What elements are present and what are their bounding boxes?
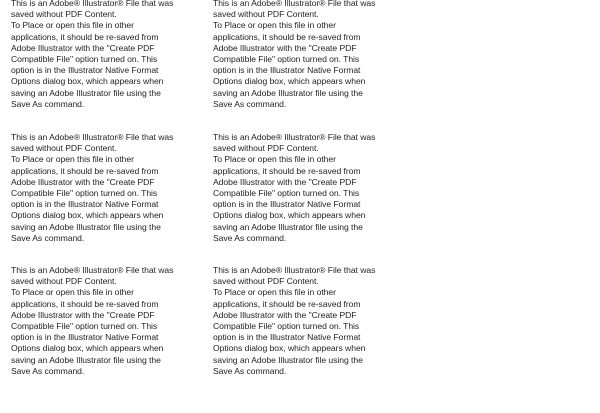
notice-block-r1-c2	[213, 0, 393, 110]
notice-heading: This is an Adobe® Illustrator® File that was saved without PDF Content.	[11, 265, 174, 287]
notice-block-r1-c1	[11, 0, 191, 110]
notice-block-r3-c1	[11, 265, 191, 377]
notice-block-r3-c2	[213, 265, 393, 377]
notice-body: To Place or open this file in other applications, it should be re-saved from Adobe Illustrator with the "Create PDF Compatible File" option turned on. This option is in the Illustrator Native Format Options dialog box, which appears when saving an Adobe Illustrator file using the Save As command.	[11, 287, 164, 376]
notice-heading: This is an Adobe® Illustrator® File that was saved without PDF Content.	[213, 0, 376, 20]
notice-body: To Place or open this file in other applications, it should be re-saved from Adobe Illustrator with the "Create PDF Compatible File" option turned on. This option is in the Illustrator Native Format Options dialog box, which appears when saving an Adobe Illustrator file using the Save As command.	[213, 287, 366, 376]
notice-block-r2-c1	[11, 132, 191, 244]
notice-body: To Place or open this file in other applications, it should be re-saved from Adobe Illustrator with the "Create PDF Compatible File" option turned on. This option is in the Illustrator Native Format Options dialog box, which appears when saving an Adobe Illustrator file using the Save As command.	[213, 20, 366, 109]
notice-heading: This is an Adobe® Illustrator® File that was saved without PDF Content.	[11, 132, 174, 154]
notice-body: To Place or open this file in other applications, it should be re-saved from Adobe Illustrator with the "Create PDF Compatible File" option turned on. This option is in the Illustrator Native Format Options dialog box, which appears when saving an Adobe Illustrator file using the Save As command.	[11, 20, 164, 109]
notice-block-r2-c2	[213, 132, 393, 244]
notice-heading: This is an Adobe® Illustrator® File that was saved without PDF Content.	[11, 0, 174, 20]
notice-body: To Place or open this file in other applications, it should be re-saved from Adobe Illustrator with the "Create PDF Compatible File" option turned on. This option is in the Illustrator Native Format Options dialog box, which appears when saving an Adobe Illustrator file using the Save As command.	[11, 154, 164, 243]
notice-heading: This is an Adobe® Illustrator® File that was saved without PDF Content.	[213, 132, 376, 154]
notice-heading: This is an Adobe® Illustrator® File that was saved without PDF Content.	[213, 265, 376, 287]
notice-body: To Place or open this file in other applications, it should be re-saved from Adobe Illustrator with the "Create PDF Compatible File" option turned on. This option is in the Illustrator Native Format Options dialog box, which appears when saving an Adobe Illustrator file using the Save As command.	[213, 154, 366, 243]
